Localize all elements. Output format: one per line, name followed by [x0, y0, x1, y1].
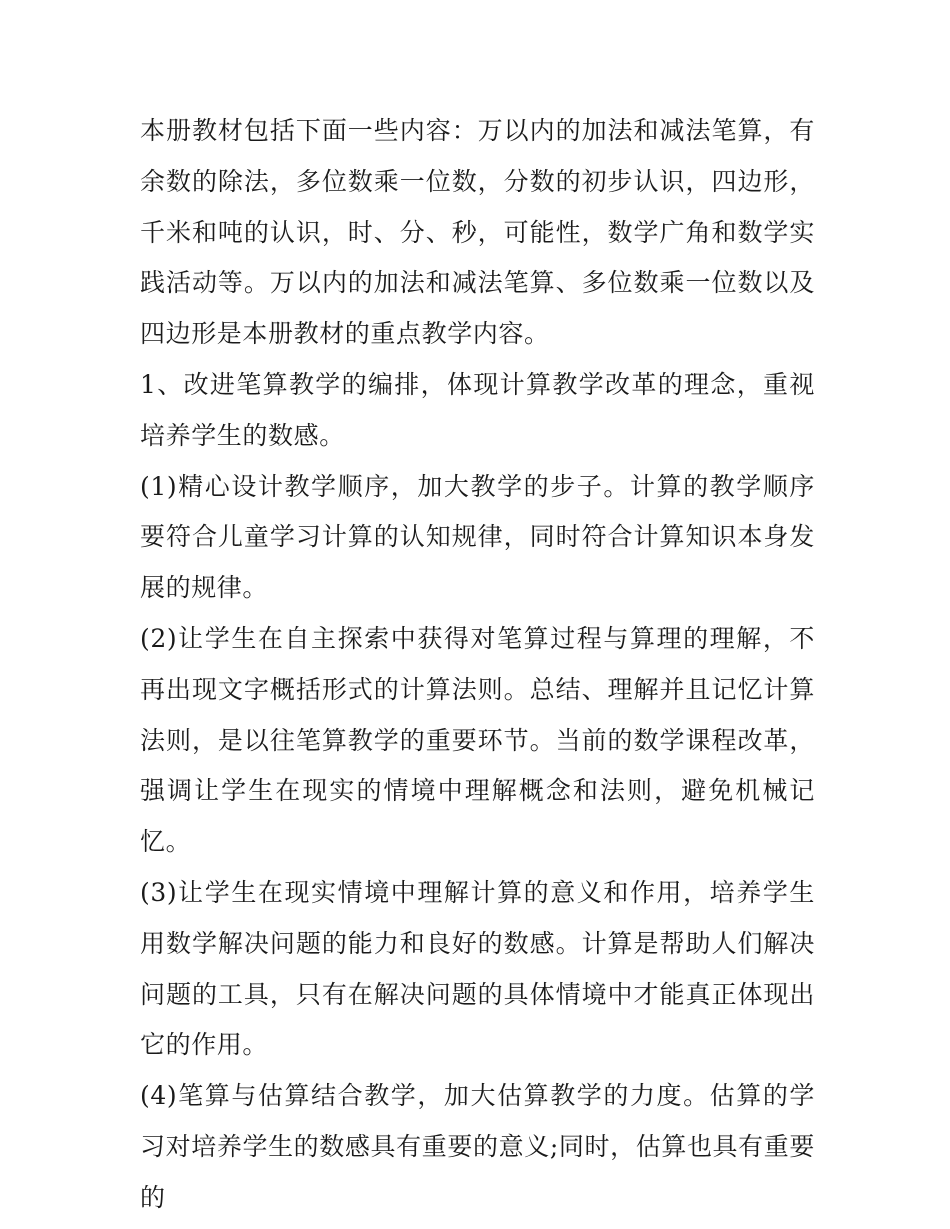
paragraph-sub-3: (3)让学生在现实情境中理解计算的意义和作用，培养学生用数学解决问题的能力和良好的数感。计算是帮助人们解决问题的工具，只有在解决问题的具体情境中才能真正体现出它的作用。 — [140, 877, 815, 1060]
paragraph-point-1: 1、改进笔算教学的编排，体现计算教学改革的理念，重视培养学生的数感。 — [140, 369, 815, 450]
document-body — [140, 106, 815, 1224]
paragraph-intro: 本册教材包括下面一些内容：万以内的加法和减法笔算，有余数的除法，多位数乘一位数，分数的初步认识，四边形，千米和吨的认识，时、分、秒，可能性，数学广角和数学实践活动等。万以内的加法和减法笔算、多位数乘一位数以及四边形是本册教材的重点教学内容。 — [140, 116, 815, 349]
paragraph-sub-1: (1)精心设计教学顺序，加大教学的步子。计算的教学顺序要符合儿童学习计算的认知规律，同时符合计算知识本身发展的规律。 — [140, 471, 815, 603]
paragraph-sub-2: (2)让学生在自主探索中获得对笔算过程与算理的理解，不再出现文字概括形式的计算法则。总结、理解并且记忆计算法则，是以往笔算教学的重要环节。当前的数学课程改革，强调让学生在现实的情境中理解概念和法则，避免机械记忆。 — [140, 623, 815, 857]
paragraph-sub-4: (4)笔算与估算结合教学，加大估算教学的力度。估算的学习对培养学生的数感具有重要的意义;同时，估算也具有重要的 — [140, 1081, 815, 1212]
